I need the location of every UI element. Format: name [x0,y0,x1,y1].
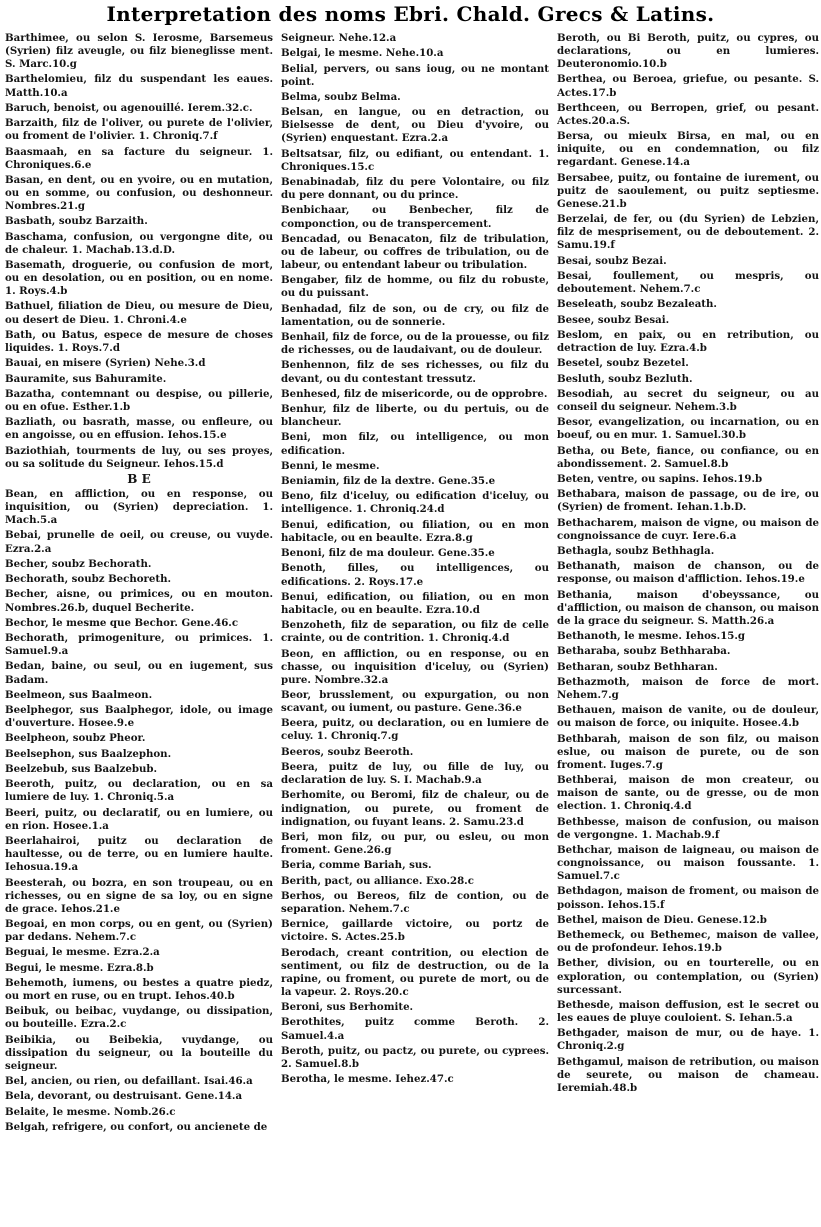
dictionary-entry: Berthceen, ou Berropen, grief, ou pesant. Actes.20.a.S. [557,101,819,127]
dictionary-entry: Benui, edification, ou filiation, ou en mon habitacle, ou en beaulte. Ezra.8.g [281,518,549,544]
dictionary-entry: Bethgamul, maison de retribution, ou maison de seurete, ou maison de chameau. Ieremiah.48.b [557,1055,819,1094]
dictionary-entry: Bethdagon, maison de froment, ou maison de poisson. Iehos.15.f [557,885,819,911]
dictionary-entry: Beni, mon filz, ou intelligence, ou mon edification. [281,431,549,457]
dictionary-entry: Berotha, le mesme. Iehez.47.c [281,1073,454,1086]
dictionary-entry: Beibuk, ou beibac, vuydange, ou dissipation, ou bouteille. Ezra.2.c [5,1005,273,1031]
dictionary-entry: Barthelomieu, filz du suspendant les eaues. Matth.10.a [5,73,273,99]
dictionary-entry: Besodiah, au secret du seigneur, ou au conseil du seigneur. Nehem.3.b [557,387,819,413]
dictionary-entry: Belma, soubz Belma. [281,90,401,103]
dictionary-entry: Baasmaah, en sa facture du seigneur. 1. Chroniques.6.e [5,145,273,171]
dictionary-entry: Berhomite, ou Beromi, filz de chaleur, ou de indignation, ou purete, ou froment de indignation, ou fuyant leans. 2. Samu.23.d [281,789,549,828]
dictionary-entry: Benui, edification, ou filiation, ou en mon habitacle, ou en beaulte. Ezra.10.d [281,590,549,616]
dictionary-entry: Beerlahairoi, puitz ou declaration de haultesse, ou de terre, ou en lumiere haulte. Iehosua.19.a [5,835,273,874]
dictionary-entry: Beibikia, ou Beibekia, vuydange, ou dissipation du seigneur, ou la bouteille du seigneur. [5,1033,273,1072]
dictionary-entry: Benhennon, filz de ses richesses, ou filz du devant, ou du contestant tressutz. [281,359,549,385]
dictionary-entry: Bechor, le mesme que Bechor. Gene.46.c [5,616,239,629]
dictionary-entry: Becher, aisne, ou primices, ou en mouton. Nombres.26.b, duquel Becherite. [5,588,273,614]
dictionary-entry: Bethazmoth, maison de force de mort. Nehem.7.g [557,675,819,701]
dictionary-entry: Beroth, ou Bi Beroth, puitz, ou cypres, ou declarations, ou en lumieres. Deuteronomio.10.b [557,32,819,71]
dictionary-entry: Benoni, filz de ma douleur. Gene.35.e [281,547,495,560]
dictionary-entry: Besee, soubz Besai. [557,313,670,326]
dictionary-entry: Barthimee, ou selon S. Ierosme, Barsemeus (Syrien) filz aveugle, ou filz bieneglisse ment. S. Marc.10.g [5,32,273,71]
dictionary-entry: Beno, filz d'iceluy, ou edification d'iceluy, ou intelligence. 1. Chroniq.24.d [281,490,549,516]
dictionary-entry: Beeroth, puitz, ou declaration, ou en sa lumiere de luy. 1. Chroniq.5.a [5,778,273,804]
dictionary-entry: Seigneur. Nehe.12.a [281,32,397,44]
dictionary-entry: Bazliath, ou basrath, masse, ou enfleure, ou en angoisse, ou en effusion. Iehos.15.e [5,416,273,442]
dictionary-entry: Berith, pact, ou alliance. Exo.28.c [281,874,474,887]
dictionary-entry: Bernice, gaillarde victoire, ou portz de victoire. S. Actes.25.b [281,918,549,944]
dictionary-entry: Berthea, ou Beroea, griefue, ou pesante. S. Actes.17.b [557,73,819,99]
dictionary-entry: Besai, foullement, ou mespris, ou deboutement. Nehem.7.c [557,269,819,295]
dictionary-entry: Beroni, sus Berhomite. [281,1001,414,1014]
dictionary-entry: Belgai, le mesme. Nehe.10.a [281,47,444,60]
dictionary-entry: Beria, comme Bariah, sus. [281,859,432,872]
dictionary-entry: Beniamin, filz de la dextre. Gene.35.e [281,475,496,488]
column-2 [281,32,549,1224]
dictionary-entry: Belsan, en langue, ou en detraction, ou Bielsesse de dent, ou Dieu d'yvoire, ou (Syrien) enquestant. Ezra.2.a [281,106,549,145]
dictionary-entry: Bethabara, maison de passage, ou de ire, ou (Syrien) de froment. Iehan.1.b.D. [557,488,819,514]
dictionary-entry: Basan, en dent, ou en yvoire, ou en mutation, ou en somme, ou confusion, ou deshonneur. Nombres.21.g [5,173,273,213]
dictionary-entry: Basbath, soubz Barzaith. [5,215,148,228]
dictionary-entry: Besluth, soubz Bezluth. [557,372,693,385]
dictionary-entry: Bethel, maison de Dieu. Genese.12.b [557,913,767,926]
dictionary-entry: Bethacharem, maison de vigne, ou maison de congnoissance de cuyr. Iere.6.a [557,516,819,542]
dictionary-entry: Bechorath, primogeniture, ou primices. 1. Samuel.9.a [5,632,273,658]
dictionary-entry: Bela, devorant, ou destruisant. Gene.14.a [5,1090,243,1103]
dictionary-entry: Baschama, confusion, ou vergongne dite, ou de chaleur. 1. Machab.13.d.D. [5,230,273,256]
dictionary-page [5,32,819,1224]
dictionary-entry: Bathuel, filiation de Dieu, ou mesure de Dieu, ou desert de Dieu. 1. Chroni.4.e [5,300,273,326]
dictionary-entry: Bethagla, soubz Bethhagla. [557,544,715,557]
dictionary-entry: Besor, evangelization, ou incarnation, ou en boeuf, ou en mur. 1. Samuel.30.b [557,416,819,442]
dictionary-entry: Beera, puitz, ou declaration, ou en lumiere de celuy. 1. Chroniq.7.g [281,717,549,743]
dictionary-entry: Bethanoth, le mesme. Iehos.15.g [557,630,746,643]
dictionary-entry: Bath, ou Batus, espece de mesure de choses liquides. 1. Roys.7.d [5,328,273,354]
dictionary-entry: Bersabee, puitz, ou fontaine de iurement, ou puitz de saoulement, ou puitz septiesme. Genese.21.b [557,171,819,210]
dictionary-entry: Benbichaar, ou Benbecher, filz de componction, ou de transpercement. [281,204,549,230]
dictionary-entry: Bechorath, soubz Bechoreth. [5,573,172,586]
dictionary-entry: Begui, le mesme. Ezra.8.b [5,961,154,974]
dictionary-entry: Bersa, ou mieulx Birsa, en mal, ou en iniquite, ou en condemnation, ou filz regardant. Genese.14.a [557,130,819,169]
dictionary-entry: Beon, en affliction, ou en response, ou en chasse, ou inquisition d'iceluy, ou (Syrien) pure. Nombre.32.a [281,647,549,686]
dictionary-entry: Beor, brusslement, ou expurgation, ou non scavant, ou iument, ou pasture. Gene.36.e [281,689,549,715]
dictionary-entry: Bencadad, ou Benacaton, filz de tribulation, ou de labeur, ou coffres de tribulation, ou de labeur, ou entendant labeur ou tribulation. [281,232,549,271]
dictionary-entry: Bethbarah, maison de son filz, ou maison eslue, ou maison de purete, ou de son froment. Iuges.7.g [557,732,819,771]
section-letter-heading: B E [127,471,151,486]
dictionary-entry: Basemath, droguerie, ou confusion de mort, ou en desolation, ou en position, ou en nome. 1. Roys.4.b [5,259,273,298]
dictionary-entry: Beltsatsar, filz, ou edifiant, ou entendant. 1. Chroniques.15.c [281,147,549,173]
dictionary-entry: Beseleath, soubz Bezaleath. [557,298,717,311]
dictionary-entry: Bethemeck, ou Bethemec, maison de vallee, ou de profondeur. Iehos.19.b [557,929,819,955]
dictionary-entry: Beera, puitz de luy, ou fille de luy, ou declaration de luy. S. I. Machab.9.a [281,761,549,787]
dictionary-entry: Belial, pervers, ou sans ioug, ou ne montant point. [281,62,549,88]
dictionary-entry: Beeri, puitz, ou declaratif, ou en lumiere, ou en rion. Hosee.1.a [5,806,273,832]
dictionary-entry: Benhur, filz de liberte, ou du pertuis, ou de blancheur. [281,403,549,429]
dictionary-entry: Beroth, puitz, ou pactz, ou purete, ou cyprees. 2. Samuel.8.b [281,1044,549,1070]
dictionary-entry: Beguai, le mesme. Ezra.2.a [5,946,160,959]
column-3 [557,32,819,1224]
dictionary-entry: Bauramite, sus Bahuramite. [5,372,167,385]
dictionary-entry: Berothites, puitz comme Beroth. 2. Samuel.4.a [281,1016,549,1042]
dictionary-entry: Barzaith, filz de l'oliver, ou purete de l'olivier, ou froment de l'olivier. 1. Chroniq.7.f [5,117,273,143]
dictionary-entry: Beelsephon, sus Baalzephon. [5,747,172,760]
dictionary-entry: Beelphegor, sus Baalphegor, idole, ou image d'ouverture. Hosee.9.e [5,704,273,730]
dictionary-entry: Beelzebub, sus Baalzebub. [5,763,158,776]
dictionary-entry: Berodach, creant contrition, ou election de sentiment, ou filz de destruction, ou de la rapine, ou froment, ou purete de mort, ou de la vapeur. 2. Roys.20.c [281,946,549,998]
dictionary-entry: Bedan, baine, ou seul, ou en iugement, sus Badam. [5,660,273,686]
dictionary-entry: Bel, ancien, ou rien, ou defaillant. Isai.46.a [5,1075,253,1088]
page-title: Interpretation des noms Ebri. Chald. Grecs & Latins. [106,2,715,26]
dictionary-entry: Benabinadab, filz du pere Volontaire, ou filz du pere donnant, ou du prince. [281,176,549,202]
dictionary-entry: Benoth, filles, ou intelligences, ou edifications. 2. Roys.17.e [281,562,549,588]
dictionary-entry: Beelpheon, soubz Pheor. [5,732,146,745]
dictionary-entry: Bethauen, maison de vanite, ou de douleur, ou maison de force, ou iniquite. Hosee.4.b [557,704,819,730]
dictionary-entry: Beslom, en paix, ou en retribution, ou detraction de luy. Ezra.4.b [557,328,819,354]
dictionary-entry: Belgah, refrigere, ou confort, ou ancienete de [5,1121,268,1133]
dictionary-entry: Bethesde, maison deffusion, est le secret ou les eaues de pluye couloient. S. Iehan.5.a [557,998,819,1025]
dictionary-entry: Benhadad, filz de son, ou de cry, ou filz de lamentation, ou de sonnerie. [281,302,549,328]
dictionary-entry: Bebai, prunelle de oeil, ou creuse, ou vuyde. Ezra.2.a [5,529,273,555]
dictionary-entry: Berzelai, de fer, ou (du Syrien) de Lebzien, filz de mesprisement, ou de deboutement. 2. Samu.19.f [557,213,819,252]
dictionary-entry: Bengaber, filz de homme, ou filz du robuste, ou du puissant. [281,274,549,300]
dictionary-entry: Betharan, soubz Bethharan. [557,660,718,673]
dictionary-entry: Bethbesse, maison de confusion, ou maison de vergongne. 1. Machab.9.f [557,815,819,841]
dictionary-entry: Benni, le mesme. [281,459,380,472]
dictionary-entry: Behemoth, iumens, ou bestes a quatre piedz, ou mort en ruse, ou en trupt. Iehos.40.b [5,976,273,1003]
dictionary-entry: Benhail, filz de force, ou de la prouesse, ou filz de richesses, ou de laudaivant, ou de douleur. [281,331,549,357]
dictionary-entry: Bethgader, maison de mur, ou de haye. 1. Chroniq.2.g [557,1027,819,1053]
dictionary-entry: Bether, division, ou en tourterelle, ou en exploration, ou contemplation, ou (Syrien) surcessant. [557,957,819,996]
dictionary-entry: Beesterah, ou bozra, en son troupeau, ou en richesses, ou en signe de sa loy, ou en signe de grace. Iehos.21.e [5,876,273,915]
dictionary-entry: Besetel, soubz Bezetel. [557,357,689,370]
dictionary-entry: Benzoheth, filz de separation, ou filz de celle crainte, ou de contrition. 1. Chroniq.4.d [281,619,549,645]
dictionary-entry: Begoai, en mon corps, ou en gent, ou (Syrien) par dedans. Nehem.7.c [5,918,273,944]
dictionary-entry: Baruch, benoist, ou agenouillé. Ierem.32.c. [5,101,253,114]
dictionary-entry: Bazatha, contemnant ou despise, ou pillerie, ou en ofue. Esther.1.b [5,387,273,413]
dictionary-entry: Betharaba, soubz Bethharaba. [557,645,731,658]
dictionary-entry: Betha, ou Bete, fiance, ou confiance, ou en abondissement. 2. Samuel.8.b [557,444,819,470]
dictionary-entry: Bethberai, maison de mon createur, ou maison de sante, ou de gresse, ou de mon election. 1. Chroniq.4.d [557,774,819,813]
dictionary-entry: Bauai, en misere (Syrien) Nehe.3.d [5,357,206,370]
dictionary-entry: Beri, mon filz, ou pur, ou esleu, ou mon froment. Gene.26.g [281,830,549,856]
column-1 [5,32,273,1224]
dictionary-entry: Besai, soubz Bezai. [557,254,667,267]
dictionary-entry: Beelmeon, sus Baalmeon. [5,688,153,701]
dictionary-entry: Baziothiah, tourments de luy, ou ses proyes, ou sa solitude du Seigneur. Iehos.15.d [5,444,273,470]
dictionary-entry: Beeros, soubz Beeroth. [281,745,414,758]
dictionary-entry: Becher, soubz Bechorath. [5,557,152,570]
dictionary-entry: Belaite, le mesme. Nomb.26.c [5,1105,176,1118]
dictionary-entry: Bean, en affliction, ou en response, ou inquisition, ou (Syrien) depreciation. 1. Mach.5.a [5,488,273,527]
dictionary-entry: Bethchar, maison de laigneau, ou maison de congnoissance, ou maison foussante. 1. Samuel.7.c [557,843,819,883]
dictionary-entry: Beten, ventre, ou sapins. Iehos.19.b [557,472,763,485]
dictionary-entry: Bethania, maison d'obeyssance, ou d'affliction, ou maison de chanson, ou maison de la grace du seigneur. S. Matth.26.a [557,588,819,627]
dictionary-entry: Bethanath, maison de chanson, ou de response, ou maison d'affliction. Iehos.19.e [557,560,819,586]
dictionary-entry: Berhos, ou Bereos, filz de contion, ou de separation. Nehem.7.c [281,889,549,915]
dictionary-entry: Benhesed, filz de misericorde, ou de opprobre. [281,387,548,400]
